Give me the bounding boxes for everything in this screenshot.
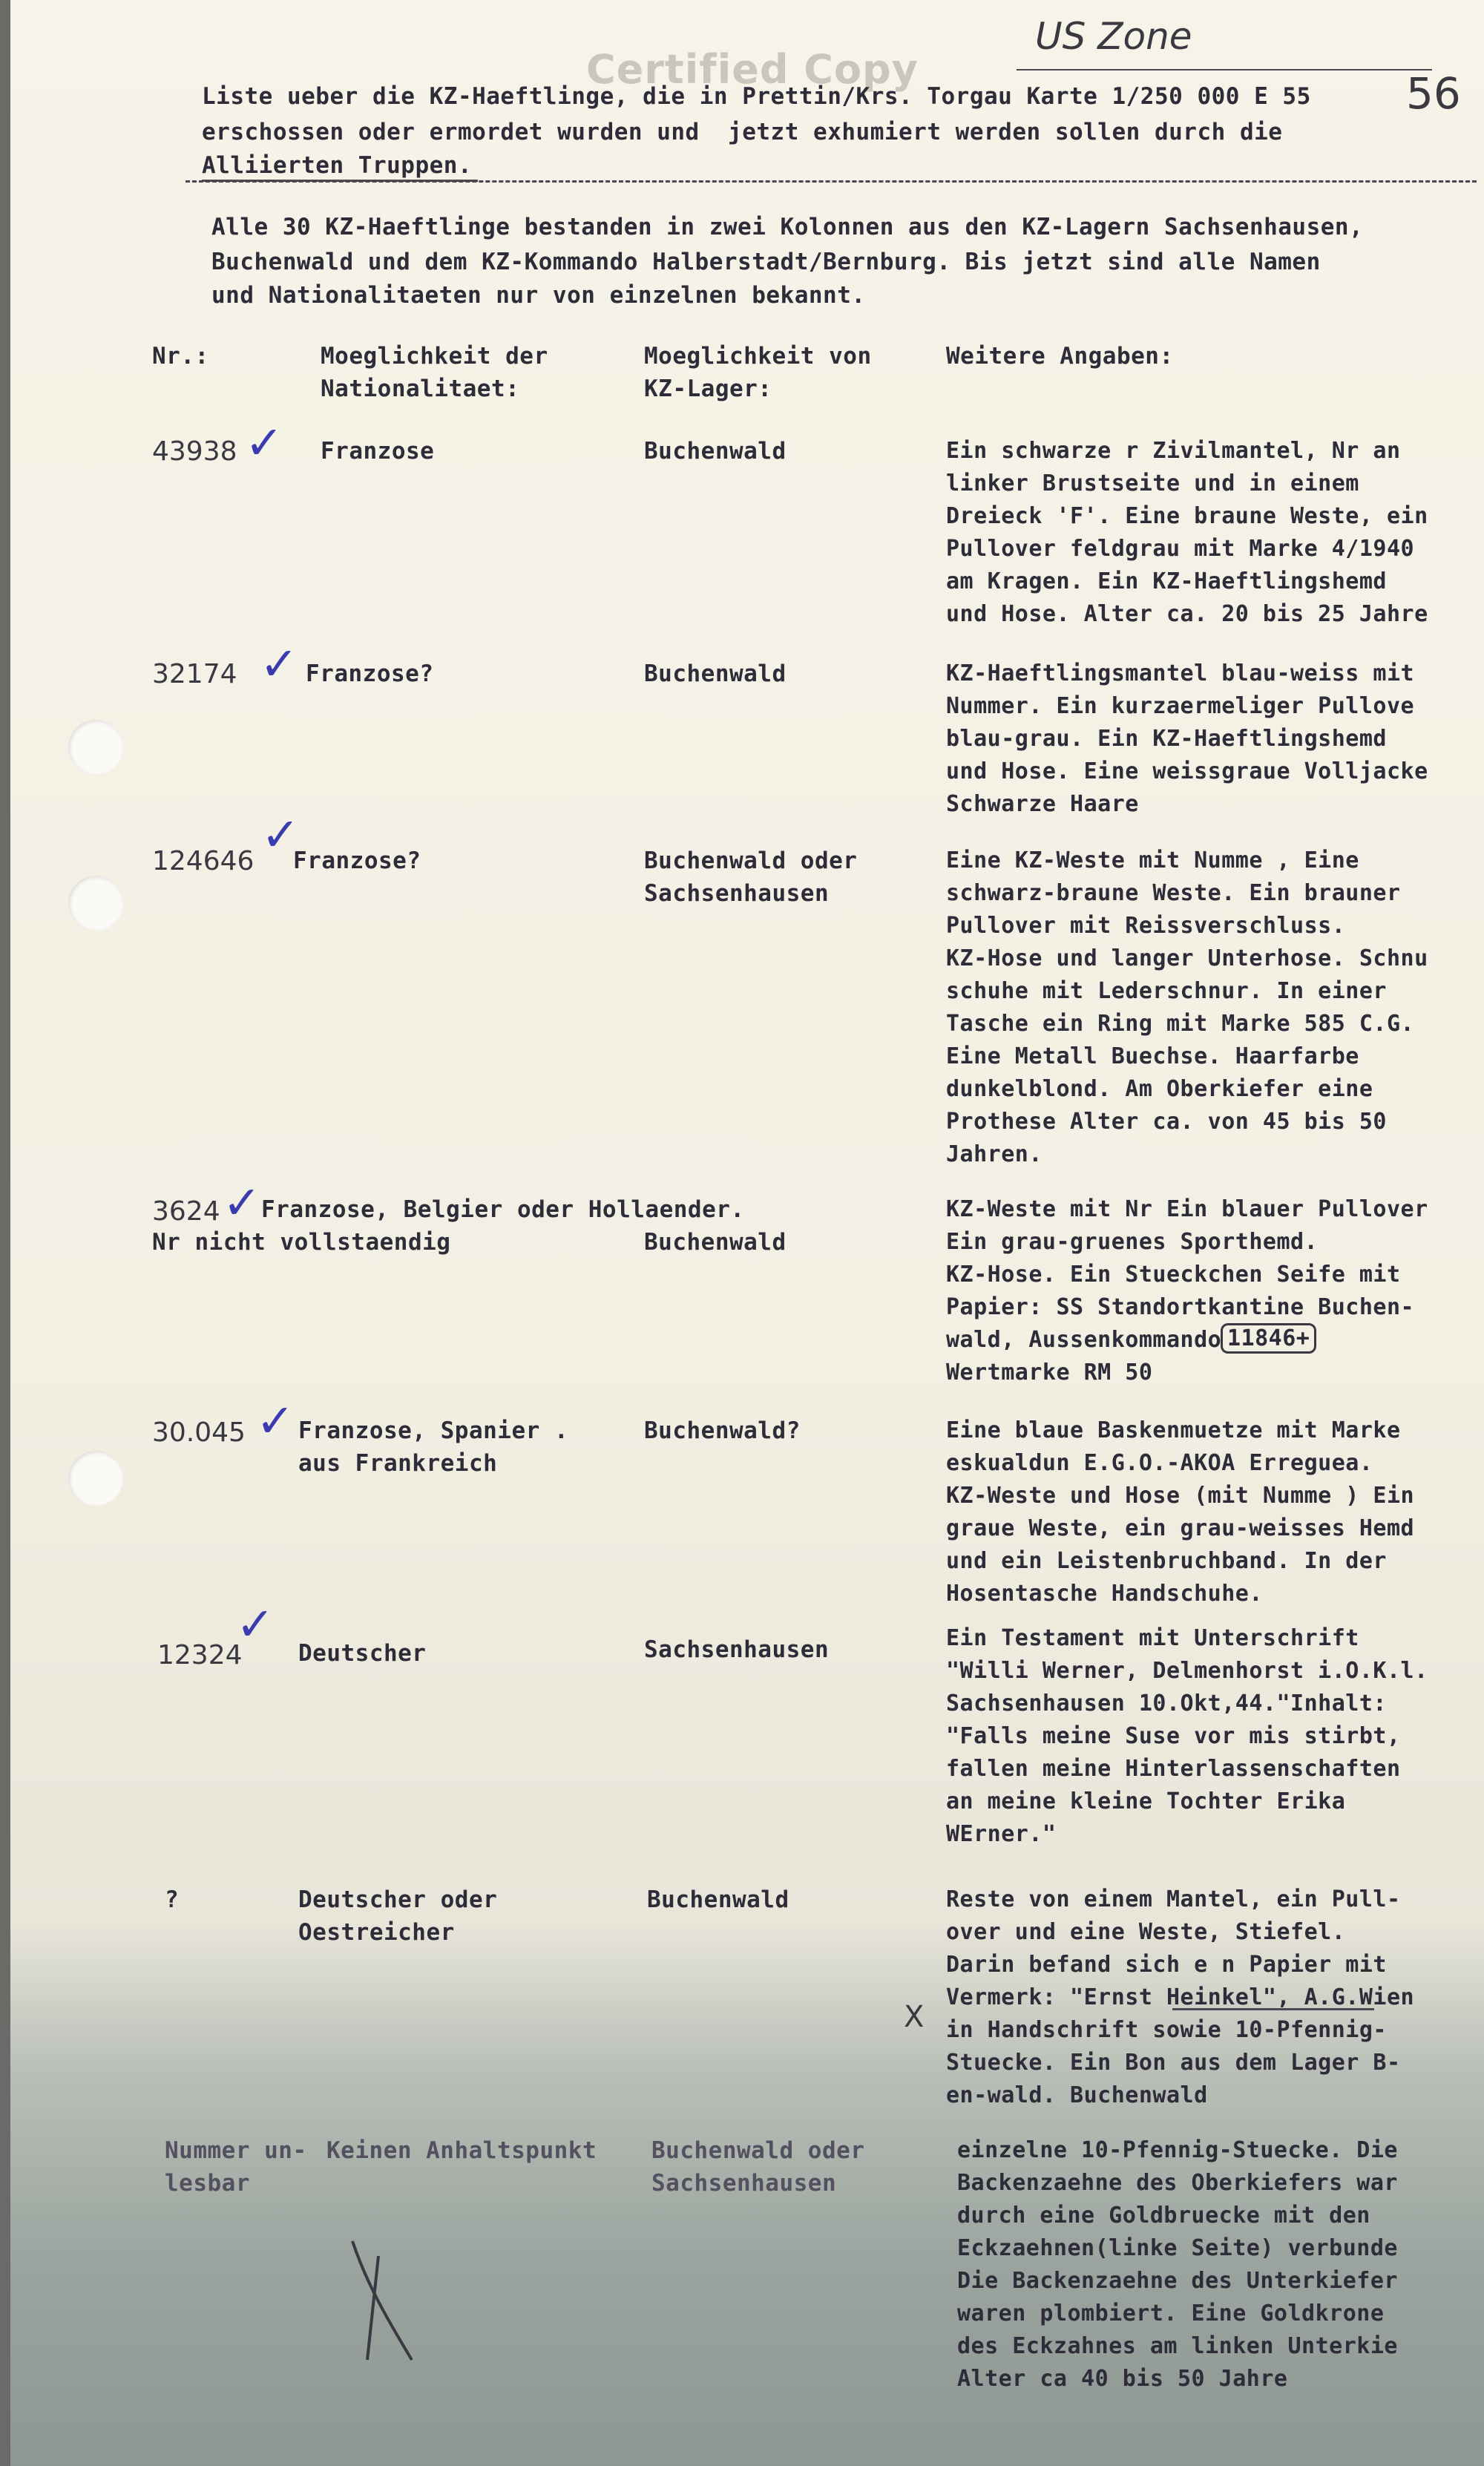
nationality: Franzose, Spanier .	[298, 1417, 569, 1444]
intro-line-2: Buchenwald und dem KZ-Kommando Halberstadt/Bernburg. Bis jetzt sind alle Namen	[211, 249, 1321, 275]
column-header-nationality-2: Nationalitaet:	[321, 376, 520, 402]
detail-line: Hosentasche Handschuhe.	[946, 1581, 1263, 1607]
detail-line: KZ-Weste mit Nr Ein blauer Pullover	[946, 1196, 1428, 1222]
camp: Buchenwald oder	[644, 847, 858, 874]
nationality-note: Oestreicher	[298, 1919, 455, 1946]
detail-line: schwarz-braune Weste. Ein brauner	[946, 880, 1401, 906]
detail-line: Stuecke. Ein Bon aus dem Lager B-	[946, 2050, 1401, 2076]
intro-line-3: und Nationalitaeten nur von einzelnen bekannt.	[211, 282, 866, 309]
detail-line: Alter ca 40 bis 50 Jahre	[957, 2366, 1288, 2392]
camp: Sachsenhausen	[644, 880, 830, 907]
detail-line: Ein grau-gruenes Sporthemd.	[946, 1229, 1319, 1255]
check-mark-icon: ✓	[256, 1394, 295, 1448]
camp: Sachsenhausen	[644, 1636, 830, 1663]
nationality: Deutscher	[298, 1640, 427, 1667]
detail-line: des Eckzahnes am linken Unterkie	[957, 2333, 1398, 2359]
detail-line: graue Weste, ein grau-weisses Hemd	[946, 1515, 1415, 1541]
detail-line: Papier: SS Standortkantine Buchen-	[946, 1294, 1415, 1320]
check-mark-icon: ✓	[236, 1597, 275, 1651]
detail-line: wald, Aussenkommando	[946, 1327, 1222, 1353]
prisoner-number: 43938	[152, 436, 237, 467]
prisoner-number: 124646	[152, 846, 255, 876]
detail-line: eskualdun E.G.O.-AKOA Erreguea.	[946, 1450, 1373, 1476]
check-mark-icon: ✓	[245, 416, 283, 470]
scan-edge	[0, 0, 10, 2466]
detail-line: Darin befand sich e n Papier mit	[946, 1952, 1387, 1978]
camp: Buchenwald oder	[651, 2137, 865, 2164]
check-mark-icon: ✓	[260, 637, 298, 691]
camp: Buchenwald	[644, 438, 787, 465]
punch-hole	[68, 876, 123, 931]
header-line-2: erschossen oder ermordet wurden und jetzt exhumiert werden sollen durch die	[202, 119, 1283, 145]
nationality: Keinen Anhaltspunkt	[326, 2137, 597, 2164]
detail-line: schuhe mit Lederschnur. In einer	[946, 978, 1387, 1004]
prisoner-number: ?	[165, 1886, 180, 1913]
detail-line: und Hose. Eine weissgraue Volljacke	[946, 758, 1428, 784]
detail-line: an meine kleine Tochter Erika	[946, 1788, 1346, 1814]
detail-line: Ein schwarze r Zivilmantel, Nr an	[946, 438, 1401, 464]
nationality-note: Nr nicht vollstaendig	[152, 1229, 451, 1256]
column-header-camp-1: Moeglichkeit von	[644, 343, 872, 370]
detail-line: KZ-Haeftlingsmantel blau-weiss mit	[946, 660, 1415, 686]
large-cross-mark-icon	[338, 2234, 427, 2367]
detail-line: KZ-Hose und langer Unterhose. Schnu	[946, 945, 1428, 971]
nationality: Franzose, Belgier oder Hollaender.	[261, 1196, 745, 1223]
intro-line-1: Alle 30 KZ-Haeftlinge bestanden in zwei Kolonnen aus den KZ-Lagern Sachsenhausen,	[211, 214, 1364, 240]
detail-line: Sachsenhausen 10.Okt,44."Inhalt:	[946, 1691, 1387, 1716]
detail-line: am Kragen. Ein KZ-Haeftlingshemd	[946, 568, 1387, 594]
detail-line: Eckzaehnen(linke Seite) verbunde	[957, 2235, 1398, 2261]
detail-line: fallen meine Hinterlassenschaften	[946, 1756, 1401, 1782]
column-header-nationality-1: Moeglichkeit der	[321, 343, 548, 370]
detail-line: Reste von einem Mantel, ein Pull-	[946, 1886, 1401, 1912]
detail-line: Schwarze Haare	[946, 791, 1139, 817]
check-mark-icon: ✓	[261, 807, 300, 862]
detail-line: Dreieck 'F'. Eine braune Weste, ein	[946, 503, 1428, 529]
detail-line: blau-grau. Ein KZ-Haeftlingshemd	[946, 726, 1387, 752]
nationality: Franzose	[321, 438, 435, 465]
detail-line: Pullover feldgrau mit Marke 4/1940	[946, 536, 1415, 562]
detail-line: WErner."	[946, 1821, 1057, 1847]
handnote-underline	[1017, 69, 1432, 70]
detail-line: Vermerk: "Ernst Heinkel", A.G.Wien	[946, 1984, 1415, 2010]
detail-line: KZ-Hose. Ein Stueckchen Seife mit	[946, 1262, 1401, 1288]
detail-line: linker Brustseite und in einem	[946, 470, 1359, 496]
detail-line: Eine Metall Buechse. Haarfarbe	[946, 1043, 1359, 1069]
column-header-nr: Nr.:	[152, 343, 209, 370]
detail-line: over und eine Weste, Stiefel.	[946, 1919, 1346, 1945]
detail-line: Tasche ein Ring mit Marke 585 C.G.	[946, 1011, 1415, 1037]
camp: Buchenwald	[644, 660, 787, 687]
page-number: 56	[1406, 68, 1461, 119]
punch-hole	[68, 1451, 123, 1506]
detail-line: "Willi Werner, Delmenhorst i.O.K.l.	[946, 1658, 1428, 1684]
detail-line: Die Backenzaehne des Unterkiefer	[957, 2268, 1398, 2294]
detail-line: und Hose. Alter ca. 20 bis 25 Jahre	[946, 601, 1428, 627]
camp: Buchenwald?	[644, 1417, 801, 1444]
prisoner-number: 32174	[152, 659, 237, 689]
nationality: Franzose?	[293, 847, 421, 874]
header-line-1: Liste ueber die KZ-Haeftlinge, die in Prettin/Krs. Torgau Karte 1/250 000 E 55	[202, 83, 1311, 110]
camp: Buchenwald	[647, 1886, 789, 1913]
detail-line: KZ-Weste und Hose (mit Numme ) Ein	[946, 1483, 1415, 1509]
nationality: Deutscher oder	[298, 1886, 498, 1913]
check-mark-icon: ✓	[223, 1175, 261, 1230]
detail-line: Eine blaue Baskenmuetze mit Marke	[946, 1417, 1401, 1443]
header-line-3: Alliierten Truppen.	[202, 152, 473, 179]
detail-line: Pullover mit Reissverschluss.	[946, 913, 1346, 939]
header-separator	[186, 180, 1477, 183]
detail-line: Backenzaehne des Oberkiefers war	[957, 2170, 1398, 2196]
detail-line: "Falls meine Suse vor mis stirbt,	[946, 1723, 1401, 1749]
punch-hole	[68, 720, 123, 775]
detail-line: en-wald. Buchenwald	[946, 2082, 1208, 2108]
detail-line: in Handschrift sowie 10-Pfennig-	[946, 2017, 1387, 2043]
prisoner-number: 30.045	[152, 1417, 246, 1448]
prisoner-number: 3624	[152, 1196, 220, 1227]
detail-line: Wertmarke RM 50	[946, 1360, 1153, 1386]
nationality-note: aus Frankreich	[298, 1450, 498, 1477]
name-underline	[1172, 2008, 1374, 2010]
detail-line: durch eine Goldbruecke mit den	[957, 2203, 1370, 2229]
prisoner-number-note: lesbar	[165, 2170, 250, 2197]
nationality: Franzose?	[306, 660, 434, 687]
prisoner-number: Nummer un-	[165, 2137, 307, 2164]
detail-line: einzelne 10-Pfennig-Stuecke. Die	[957, 2137, 1398, 2163]
camp: Sachsenhausen	[651, 2170, 837, 2197]
column-header-camp-2: KZ-Lager:	[644, 376, 772, 402]
detail-line: und ein Leistenbruchband. In der	[946, 1548, 1387, 1574]
detail-line: Nummer. Ein kurzaermeliger Pullove	[946, 693, 1415, 719]
handwritten-zone-note: US Zone	[1035, 15, 1192, 58]
prisoner-number: 12324	[157, 1640, 243, 1670]
certified-copy-stamp: Certified Copy	[586, 46, 919, 93]
column-header-details: Weitere Angaben:	[946, 343, 1174, 370]
detail-line: Jahren.	[946, 1141, 1043, 1167]
camp: Buchenwald	[644, 1229, 787, 1256]
detail-line: waren plombiert. Eine Goldkrone	[957, 2301, 1385, 2326]
detail-line: Eine KZ-Weste mit Numme , Eine	[946, 847, 1359, 873]
detail-line: Prothese Alter ca. von 45 bis 50	[946, 1109, 1387, 1135]
detail-line: Ein Testament mit Unterschrift	[946, 1625, 1359, 1651]
boxed-number: 11846+	[1221, 1323, 1316, 1354]
cross-mark-icon: X	[904, 2000, 925, 2034]
detail-line: dunkelblond. Am Oberkiefer eine	[946, 1076, 1373, 1102]
